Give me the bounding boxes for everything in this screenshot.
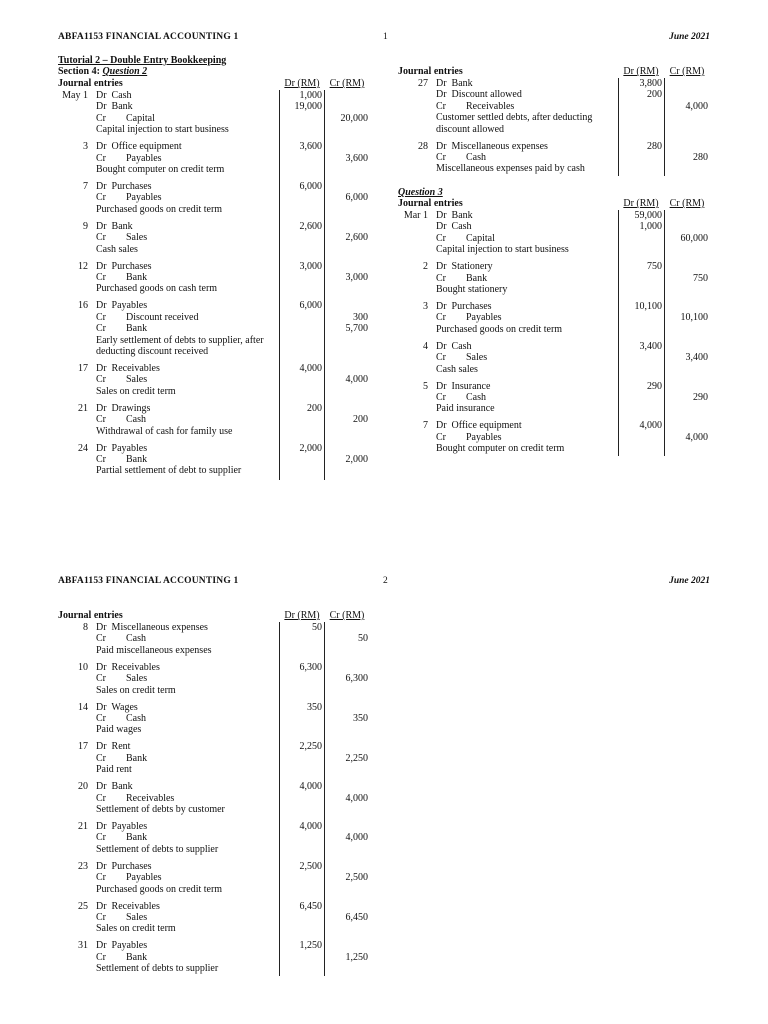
header-date: June 2021: [669, 32, 710, 42]
question-label: Question 3: [398, 187, 443, 198]
dr-column-header: Dr (RM): [284, 78, 320, 89]
tutorial-title: [58, 55, 226, 66]
debit-amount: 2,500: [299, 860, 322, 872]
credit-amount: 50: [358, 633, 368, 645]
entry-date: 3: [423, 301, 428, 312]
entry-line-text: Paid rent: [96, 764, 132, 776]
credit-amount: 4,000: [345, 832, 368, 844]
credit-amount: 4,000: [685, 431, 708, 443]
entry-line-text: Capital injection to start business: [436, 244, 569, 256]
entry-line-text: Cr Bank: [436, 272, 488, 284]
entry-date: 31: [78, 940, 88, 952]
credit-amount: 2,000: [345, 453, 368, 465]
entry-line-text: Dr Wages: [96, 701, 138, 713]
entry-line-text: Early settlement of debts to supplier, after: [96, 334, 264, 346]
debit-amount: 2,250: [299, 741, 322, 753]
entry-line-text: Dr Payables: [96, 940, 148, 952]
entry-line-text: Dr Payables: [96, 821, 148, 832]
entry-line-text: Cr Payables: [436, 312, 502, 324]
entry-date: 24: [78, 442, 88, 454]
entry-line-text: Cr Sales: [436, 352, 488, 364]
course-header: ABFA1153 FINANCIAL ACCOUNTING 1: [58, 32, 239, 42]
entry-line-text: Cr Bank: [96, 832, 148, 844]
debit-amount: 4,000: [299, 363, 322, 374]
debit-amount: 1,000: [639, 221, 662, 233]
debit-amount: 19,000: [294, 101, 322, 113]
debit-amount: 200: [647, 89, 662, 101]
column-divider: [664, 78, 665, 176]
entry-line-text: Paid wages: [96, 724, 142, 736]
section-label: Section 4:: [58, 66, 100, 77]
entry-line-text: Dr Cash: [96, 90, 132, 101]
credit-amount: 6,000: [345, 192, 368, 204]
entry-line-text: Bought computer on credit term: [96, 163, 225, 175]
entry-line-text: Sales on credit term: [96, 684, 176, 696]
entry-date: Mar 1: [403, 210, 428, 221]
debit-amount: 200: [307, 402, 322, 414]
cr-column-header: Cr (RM): [329, 78, 365, 89]
entry-line-text: Cr Sales: [96, 374, 148, 386]
entry-line-text: Cr Bank: [96, 752, 148, 764]
entry-line-text: Dr Purchases: [96, 260, 152, 272]
credit-amount: 20,000: [340, 112, 368, 124]
cr-column-header: Cr (RM): [669, 66, 705, 77]
debit-amount: 2,600: [299, 220, 322, 232]
credit-amount: 1,250: [345, 951, 368, 963]
entry-line-text: Dr Receivables: [96, 363, 160, 374]
column-divider: [279, 622, 280, 976]
entry-line-text: Dr Payables: [96, 442, 148, 454]
header-date: June 2021: [669, 576, 710, 586]
entry-line-text: Dr Receivables: [96, 900, 160, 912]
entry-date: 9: [83, 220, 88, 232]
credit-amount: 300: [353, 311, 368, 323]
debit-amount: 1,250: [299, 940, 322, 952]
entry-line-text: Purchased goods on credit term: [96, 203, 223, 215]
credit-amount: 4,000: [345, 374, 368, 386]
entry-line-text: Settlement of debts to supplier: [96, 963, 219, 975]
entry-date: 23: [78, 860, 88, 872]
entry-line-text: Cr Capital: [96, 112, 155, 124]
entry-line-text: Customer settled debts, after deducting: [436, 112, 593, 124]
entry-line-text: Bought stationery: [436, 283, 508, 295]
entry-line-text: Dr Purchases: [436, 301, 492, 312]
journal-title: Journal entries: [58, 78, 123, 89]
entry-line-text: Cr Cash: [96, 633, 146, 645]
entry-line-text: Cr Payables: [96, 152, 162, 164]
debit-amount: 3,400: [639, 340, 662, 352]
journal-title: Journal entries: [398, 66, 463, 77]
entry-line-text: Dr Bank: [96, 220, 133, 232]
entry-date: 21: [78, 402, 88, 414]
entry-line-text: Dr Payables: [96, 300, 148, 312]
entry-line-text: Dr Miscellaneous expenses: [436, 140, 548, 152]
page-2: [0, 512, 768, 1024]
entry-line-text: Cr Receivables: [96, 792, 175, 804]
entry-line-text: Cr Bank: [96, 951, 148, 963]
section-title: [58, 66, 147, 77]
entry-line-text: Cr Cash: [96, 414, 146, 426]
entry-line-text: Cr Sales: [96, 232, 148, 244]
page-number: 2: [383, 576, 388, 586]
debit-amount: 4,000: [299, 821, 322, 832]
debit-amount: 59,000: [634, 210, 662, 221]
entry-date: 20: [78, 781, 88, 793]
entry-date: 10: [78, 661, 88, 673]
entry-line-text: Dr Bank: [436, 78, 473, 89]
credit-amount: 10,100: [680, 312, 708, 324]
debit-amount: 6,300: [299, 661, 322, 673]
column-divider: [618, 210, 619, 456]
entry-line-text: Dr Receivables: [96, 661, 160, 673]
column-divider: [664, 210, 665, 456]
entry-date: 8: [83, 622, 88, 633]
debit-amount: 2,000: [299, 442, 322, 454]
entry-line-text: Paid insurance: [436, 403, 495, 415]
dr-column-header: Dr (RM): [623, 66, 659, 77]
debit-amount: 280: [647, 140, 662, 152]
entry-line-text: Sales on credit term: [96, 385, 176, 397]
entry-line-text: Purchased goods on credit term: [436, 323, 563, 335]
entry-line-text: Dr Cash: [436, 221, 472, 233]
entry-line-text: Cr Receivables: [436, 100, 515, 112]
entry-line-text: Dr Cash: [436, 340, 472, 352]
entry-line-text: Dr Office equipment: [96, 141, 182, 153]
credit-amount: 350: [353, 712, 368, 724]
entry-date: 3: [83, 141, 88, 153]
credit-amount: 2,500: [345, 872, 368, 884]
cr-column-header: Cr (RM): [669, 198, 705, 209]
course-header: ABFA1153 FINANCIAL ACCOUNTING 1: [58, 576, 239, 586]
entry-date: 7: [83, 181, 88, 192]
debit-amount: 350: [307, 701, 322, 713]
debit-amount: 290: [647, 380, 662, 392]
entry-date: May 1: [62, 90, 88, 101]
entry-line-text: Partial settlement of debt to supplier: [96, 465, 242, 477]
entry-line-text: Cr Payables: [436, 431, 502, 443]
journal-title: Journal entries: [398, 198, 463, 209]
tutorial-title-text: Tutorial 2 – Double Entry Bookkeeping: [58, 55, 227, 66]
entry-line-text: Cash sales: [96, 243, 138, 255]
entry-line-text: Cr Sales: [96, 673, 148, 685]
entry-line-text: Cr Cash: [436, 151, 486, 163]
question-label: Question 2: [102, 66, 148, 77]
debit-amount: 3,000: [299, 260, 322, 272]
entry-date: 16: [78, 300, 88, 312]
entry-date: 27: [418, 78, 428, 89]
entry-line-text: Bought computer on credit term: [436, 443, 565, 455]
credit-amount: 2,250: [345, 752, 368, 764]
debit-amount: 4,000: [639, 420, 662, 432]
dr-column-header: Dr (RM): [284, 610, 320, 621]
entry-line-text: Capital injection to start business: [96, 124, 229, 136]
credit-amount: 290: [693, 391, 708, 403]
entry-date: 14: [78, 701, 88, 713]
entry-line-text: Dr Bank: [436, 210, 473, 221]
entry-line-text: Dr Miscellaneous expenses: [96, 622, 208, 633]
credit-amount: 4,000: [345, 792, 368, 804]
debit-amount: 6,000: [299, 181, 322, 192]
entry-date: 7: [423, 420, 428, 432]
debit-amount: 10,100: [634, 301, 662, 312]
entry-line-text: deducting discount received: [96, 345, 209, 357]
entry-line-text: Cr Cash: [436, 391, 486, 403]
entry-line-text: Purchased goods on cash term: [96, 283, 218, 295]
credit-amount: 3,400: [685, 352, 708, 364]
entry-line-text: Dr Purchases: [96, 860, 152, 872]
entry-line-text: Sales on credit term: [96, 923, 176, 935]
entry-line-text: Cr Bank: [96, 323, 148, 335]
entry-line-text: Withdrawal of cash for family use: [96, 425, 233, 437]
entry-line-text: discount allowed: [436, 123, 505, 135]
credit-amount: 5,700: [345, 323, 368, 335]
debit-amount: 6,450: [299, 900, 322, 912]
credit-amount: 60,000: [680, 232, 708, 244]
entry-date: 4: [423, 340, 428, 352]
entry-line-text: Dr Rent: [96, 741, 131, 753]
cr-column-header: Cr (RM): [329, 610, 365, 621]
credit-amount: 4,000: [685, 100, 708, 112]
debit-amount: 3,800: [639, 78, 662, 89]
entry-date: 25: [78, 900, 88, 912]
entry-line-text: Dr Bank: [96, 781, 133, 793]
entry-line-text: Purchased goods on credit term: [96, 883, 223, 895]
question3-title: [398, 187, 443, 198]
entry-line-text: Cr Bank: [96, 453, 148, 465]
entry-line-text: Dr Purchases: [96, 181, 152, 192]
entry-date: 2: [423, 261, 428, 273]
entry-line-text: Cr Payables: [96, 192, 162, 204]
entry-line-text: Dr Drawings: [96, 402, 151, 414]
entry-date: 28: [418, 140, 428, 152]
credit-amount: 3,000: [345, 271, 368, 283]
credit-amount: 6,300: [345, 673, 368, 685]
credit-amount: 200: [353, 414, 368, 426]
entry-date: 21: [78, 821, 88, 832]
dr-column-header: Dr (RM): [623, 198, 659, 209]
debit-amount: 1,000: [299, 90, 322, 101]
credit-amount: 2,600: [345, 232, 368, 244]
entry-line-text: Settlement of debts by customer: [96, 803, 225, 815]
credit-amount: 750: [693, 272, 708, 284]
debit-amount: 750: [647, 261, 662, 273]
debit-amount: 3,600: [299, 141, 322, 153]
entry-line-text: Dr Stationery: [436, 261, 493, 273]
entry-date: 17: [78, 741, 88, 753]
entry-line-text: Cr Sales: [96, 911, 148, 923]
debit-amount: 50: [312, 622, 322, 633]
entry-line-text: Cr Bank: [96, 271, 148, 283]
entry-line-text: Dr Office equipment: [436, 420, 522, 432]
column-divider: [618, 78, 619, 176]
debit-amount: 6,000: [299, 300, 322, 312]
debit-amount: 4,000: [299, 781, 322, 793]
journal-title: Journal entries: [58, 610, 123, 621]
entry-date: 12: [78, 260, 88, 272]
credit-amount: 3,600: [345, 152, 368, 164]
entry-line-text: Paid miscellaneous expenses: [96, 644, 212, 656]
entry-date: 17: [78, 363, 88, 374]
entry-line-text: Dr Insurance: [436, 380, 491, 392]
credit-amount: 6,450: [345, 911, 368, 923]
entry-line-text: Cr Cash: [96, 712, 146, 724]
entry-line-text: Cr Capital: [436, 232, 495, 244]
entry-line-text: Miscellaneous expenses paid by cash: [436, 163, 585, 175]
entry-line-text: Cr Discount received: [96, 311, 199, 323]
entry-line-text: Cash sales: [436, 363, 478, 375]
entry-date: 5: [423, 380, 428, 392]
page-number: 1: [383, 32, 388, 42]
column-divider: [324, 622, 325, 976]
entry-line-text: Cr Payables: [96, 872, 162, 884]
entry-line-text: Dr Discount allowed: [436, 89, 522, 101]
column-divider: [324, 90, 325, 480]
entry-line-text: Dr Bank: [96, 101, 133, 113]
entry-line-text: Settlement of debts to supplier: [96, 843, 219, 855]
credit-amount: 280: [693, 151, 708, 163]
